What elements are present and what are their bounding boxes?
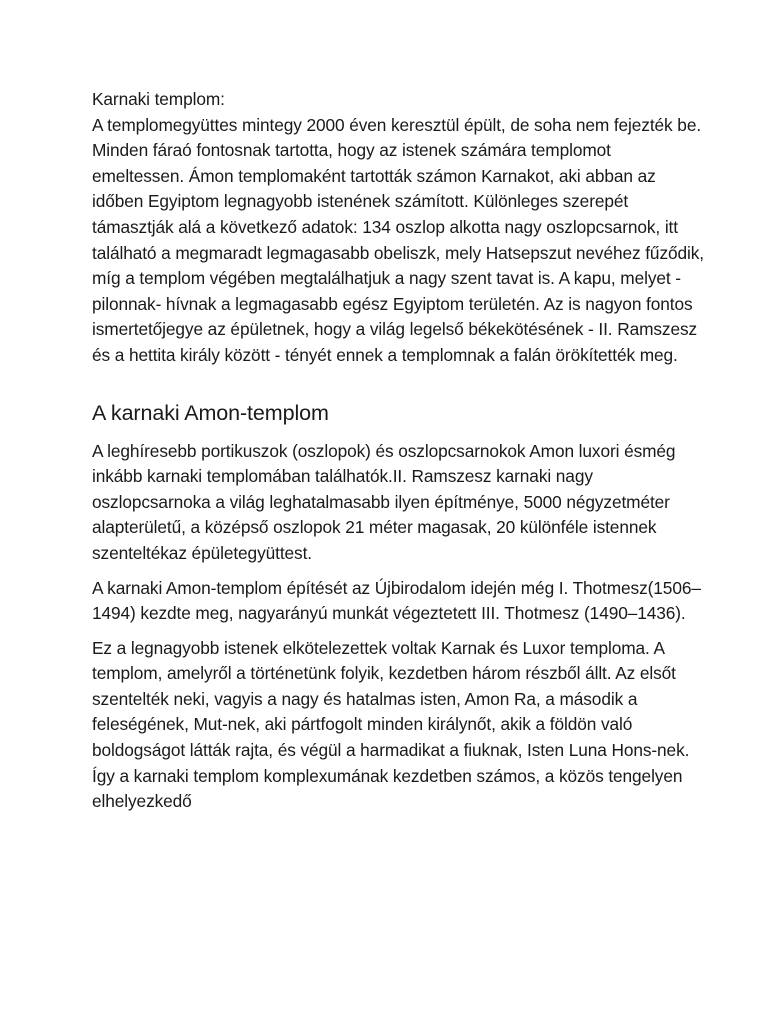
section-paragraph-1: A leghíresebb portikuszok (oszlopok) és oszlopcsarnokok Amon luxori ésmég inkább karnaki templomában találhatók.II. Ramszesz karnaki nagy oszlopcsarnoka a világ leghatalmasabb ilyen építménye, 5000 négyzetméter alapterületű, a középső oszlopok 21 méter magasak, 20 különféle istennek szenteltékaz épületegyüttest. [92, 440, 676, 563]
intro-paragraph: A templomegyüttes mintegy 2000 éven keresztül épült, de soha nem fejezték be. Minden fáraó fontosnak tartotta, hogy az istenek számára templomot emeltessen. Ámon templomaként tartották számon Karnakot, aki abban az időben Egyiptom legnagyobb istenének számított. Különleges szerepét támasztják alá a következő adatok: 134 oszlop alkotta nagy oszlopcsarnok, itt található a megmaradt legmagasabb obeliszk, mely Hatsepszut nevéhez fűződik, míg a templom végében megtalálhatjuk a nagy szent tavat is. A kapu, melyet -pilonnak- hívnak a legmagasabb egész Egyiptom területén. Az is nagyon fontos ismertetőjegye az épületnek, hogy a világ legelső békekötésének - II. Ramszesz és a hettita király között - tényét ennek a templomnak a falán örökítették meg. [92, 114, 704, 365]
section-paragraph-3: Ez a legnagyobb istenek elkötelezettek voltak Karnak és Luxor temploma. A templom, amelyről a történetünk folyik, kezdetben három részből állt. Az elsőt szentelték neki, vagyis a nagy és hatalmas isten, Amon Ra, a második a feleségének, Mut-nek, aki pártfogolt minden királynőt, akik a földön való boldogságot látták rajta, és végül a harmadikat a fiuknak, Isten Luna Hons-nek. Így a karnaki templom komplexumának kezdetben számos, a közös tengelyen elhelyezkedő [92, 637, 690, 812]
document-page [92, 87, 704, 815]
section-heading: A karnaki Amon-templom [92, 400, 329, 425]
intro-title: Karnaki templom: [92, 89, 225, 109]
section-paragraph-2: A karnaki Amon-templom építését az Újbirodalom idején még I. Thotmesz(1506–1494) kezdte meg, nagyarányú munkát végeztetett III. Thotmesz (1490–1436). [92, 577, 701, 624]
